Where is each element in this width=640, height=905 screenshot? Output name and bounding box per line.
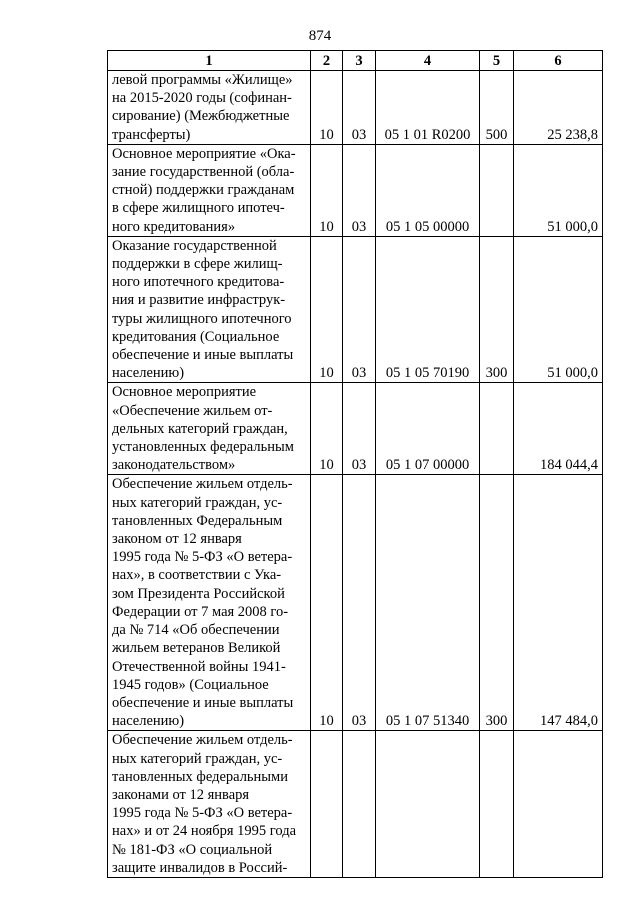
budget-table xyxy=(107,50,603,878)
row-subsection xyxy=(343,731,376,878)
row-target-article: 05 1 07 51340 xyxy=(376,475,480,731)
table-header xyxy=(108,51,603,71)
header-col-1: 1 xyxy=(108,51,311,71)
row-amount: 25 238,8 xyxy=(514,71,603,145)
header-col-4: 4 xyxy=(376,51,480,71)
row-expense-type: 300 xyxy=(480,236,514,383)
row-section: 10 xyxy=(311,144,343,236)
row-description: Обеспечение жильем отдель- ных категорий граждан, ус- тановленных федеральными законами от 12 января 1995 года № 5-ФЗ «О ветера- нах» и от 24 ноября 1995 года № 181-ФЗ «О социальной защите инвалидов в Россий- xyxy=(108,731,311,878)
row-section: 10 xyxy=(311,236,343,383)
table-row xyxy=(108,475,603,731)
table-row xyxy=(108,383,603,475)
row-description: Оказание государственной поддержки в сфере жилищ- ного ипотечного кредитова- ния и развитие инфраструк- туры жилищного ипотечного кредитования (Социальное обеспечение и иные выплаты населению) xyxy=(108,236,311,383)
row-expense-type: 500 xyxy=(480,71,514,145)
row-amount: 147 484,0 xyxy=(514,475,603,731)
row-expense-type xyxy=(480,144,514,236)
header-col-5: 5 xyxy=(480,51,514,71)
header-row xyxy=(108,51,603,71)
table-row xyxy=(108,71,603,145)
row-expense-type xyxy=(480,731,514,878)
row-amount xyxy=(514,731,603,878)
table-body xyxy=(108,71,603,878)
row-target-article: 05 1 07 00000 xyxy=(376,383,480,475)
row-target-article: 05 1 01 R0200 xyxy=(376,71,480,145)
header-col-3: 3 xyxy=(343,51,376,71)
row-subsection: 03 xyxy=(343,71,376,145)
row-target-article xyxy=(376,731,480,878)
row-description: Основное мероприятие «Ока- зание государственной (обла- стной) поддержки гражданам в сфере жилищного ипотеч- ного кредитования» xyxy=(108,144,311,236)
row-subsection: 03 xyxy=(343,236,376,383)
row-expense-type: 300 xyxy=(480,475,514,731)
row-section: 10 xyxy=(311,71,343,145)
header-col-2: 2 xyxy=(311,51,343,71)
row-subsection: 03 xyxy=(343,383,376,475)
row-amount: 51 000,0 xyxy=(514,144,603,236)
table-row xyxy=(108,236,603,383)
row-amount: 184 044,4 xyxy=(514,383,603,475)
header-col-6: 6 xyxy=(514,51,603,71)
row-section: 10 xyxy=(311,475,343,731)
row-subsection: 03 xyxy=(343,475,376,731)
row-description: левой программы «Жилище» на 2015-2020 годы (софинан- сирование) (Межбюджетные трансферты) xyxy=(108,71,311,145)
row-description: Основное мероприятие «Обеспечение жильем от- дельных категорий граждан, установленных федеральным законодательством» xyxy=(108,383,311,475)
row-section xyxy=(311,731,343,878)
row-target-article: 05 1 05 00000 xyxy=(376,144,480,236)
table-row xyxy=(108,144,603,236)
page-number: 874 xyxy=(308,28,332,44)
row-subsection: 03 xyxy=(343,144,376,236)
row-expense-type xyxy=(480,383,514,475)
table-row xyxy=(108,731,603,878)
row-section: 10 xyxy=(311,383,343,475)
row-description: Обеспечение жильем отдель- ных категорий граждан, ус- тановленных Федеральным законом от 12 января 1995 года № 5-ФЗ «О ветера- нах», в соответствии с Ука- зом Президента Российской Федерации от 7 мая 2008 го- да № 714 «Об обеспечении жильем ветеранов Великой Отечественной войны 1941- 1945 годов» (Социальное обеспечение и иные выплаты населению) xyxy=(108,475,311,731)
row-amount: 51 000,0 xyxy=(514,236,603,383)
row-target-article: 05 1 05 70190 xyxy=(376,236,480,383)
